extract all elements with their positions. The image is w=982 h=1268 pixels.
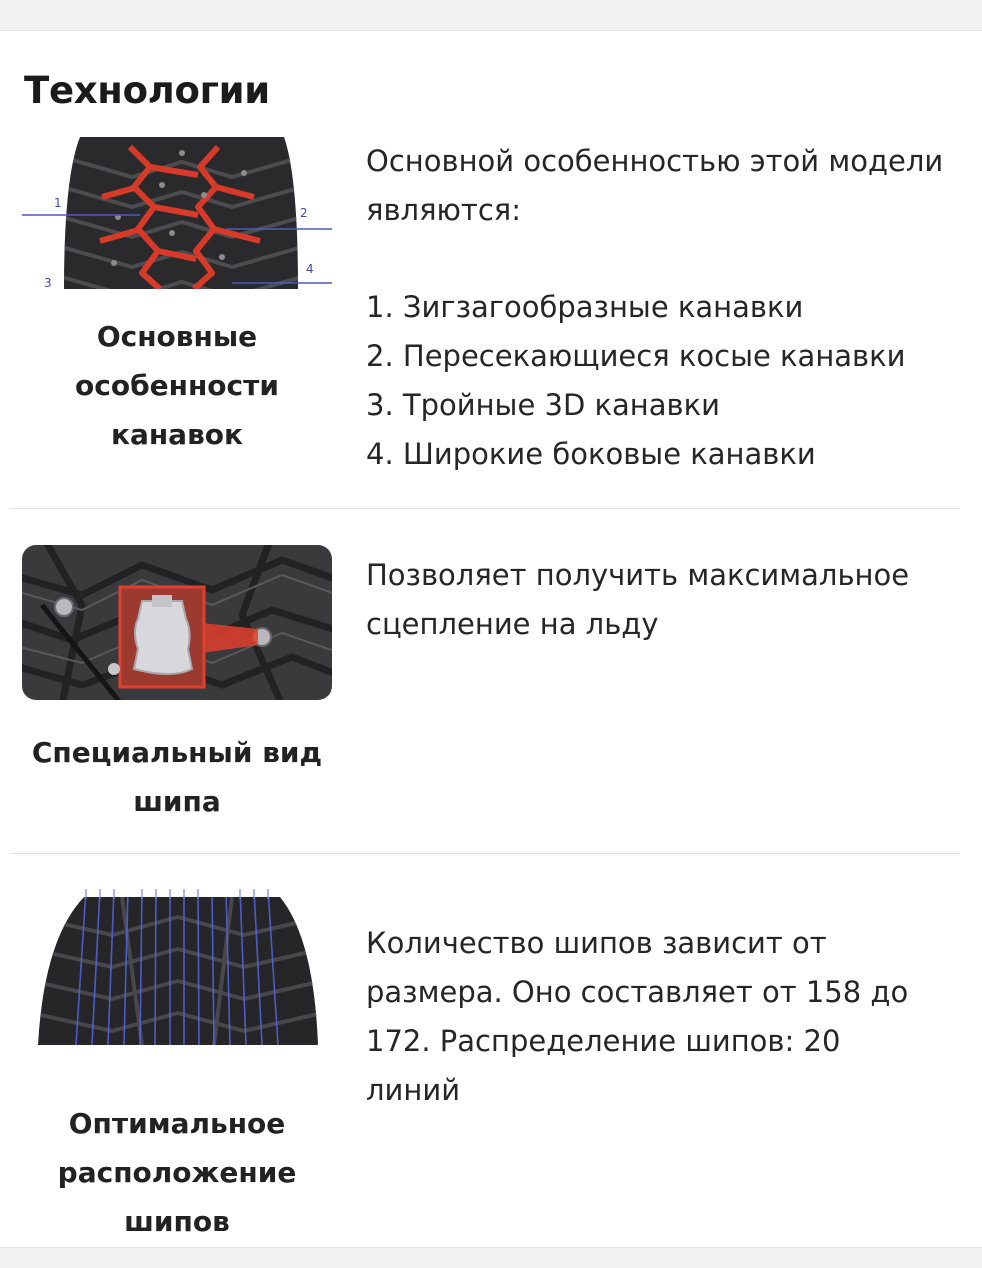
list-item: 3. Тройные 3D канавки (366, 388, 720, 422)
stud-image (22, 545, 332, 700)
stud-layout-text: Количество шипов зависит от размера. Оно составляет от 158 до 172. Распределение шипов: 20 линий (366, 926, 909, 1107)
tech-row-stud-layout (0, 889, 982, 1238)
marker-label-2: 2 (300, 206, 308, 220)
stud-caption: Специальный вид шипа (31, 736, 323, 818)
stud-layout-description (366, 919, 966, 1115)
stud-text: Позволяет получить максимальное сцепление на льду (366, 558, 910, 641)
marker-label-1: 1 (54, 196, 62, 210)
tech-row-grooves (0, 137, 982, 509)
list-item: 4. Широкие боковые канавки (366, 437, 816, 471)
marker-label-3: 3 (44, 276, 52, 289)
grooves-caption: Основные особенности канавок (75, 320, 279, 451)
row-divider (10, 508, 960, 509)
section-title: Технологии (24, 69, 270, 112)
row-divider (10, 853, 960, 854)
grooves-intro: Основной особенностью этой модели являются: (366, 144, 944, 227)
groove-feature-list (366, 283, 966, 479)
stud-layout-image (22, 889, 332, 1045)
list-item: 1. Зигзагообразные канавки (366, 290, 804, 324)
stud-description (366, 551, 966, 649)
tech-row-stud (0, 543, 982, 855)
grooves-description (366, 137, 966, 479)
list-item: 2. Пересекающиеся косые канавки (366, 339, 906, 373)
technologies-panel (0, 30, 982, 1248)
marker-label-4: 4 (306, 262, 314, 276)
stud-layout-caption: Оптимальное расположение шипов (57, 1107, 297, 1238)
groove-tire-image (22, 137, 332, 289)
